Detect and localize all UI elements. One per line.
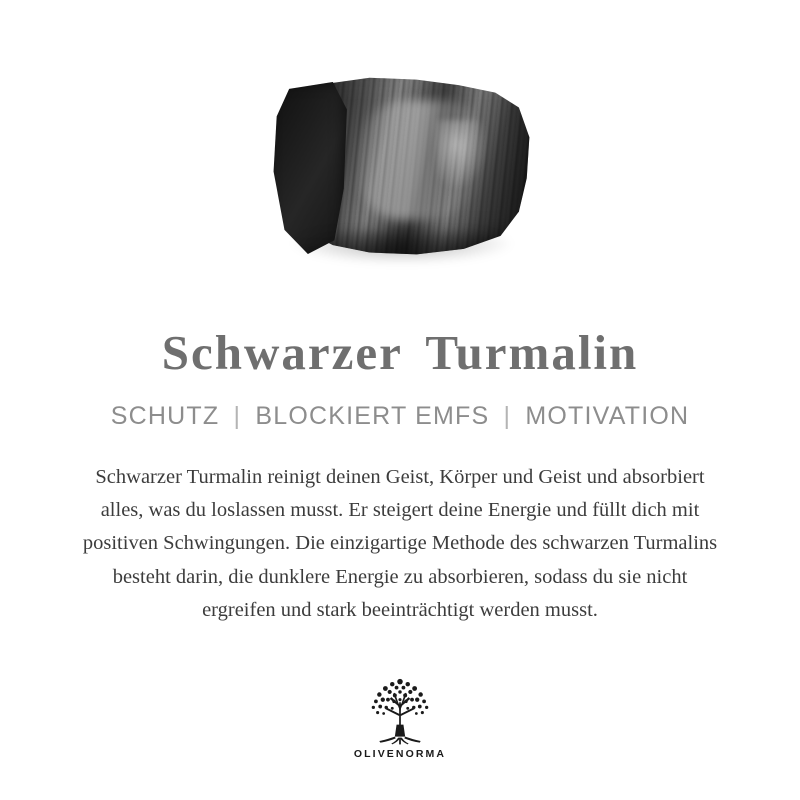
product-description: Schwarzer Turmalin reinigt deinen Geist, Körper und Geist und absorbiert alles, was du loslassen musst. Er steigert deine Energie und füllt dich mit positiven Schwingungen. Die einzigartige Methode des schwarzen Turmalins besteht darin, die dunklere Energie zu absorbieren, sodass du sie nicht ergreifen und stark beeinträchtigt werden musst. xyxy=(82,465,718,621)
attribute-separator-1: | xyxy=(233,401,242,430)
product-attributes xyxy=(111,402,689,431)
attribute-blocks-emfs: BLOCKIERT EMFS xyxy=(255,401,490,430)
brand-wordmark: OLIVENORMA xyxy=(353,748,447,761)
brand-logo xyxy=(354,673,446,760)
product-image-area xyxy=(0,0,800,320)
crystal-shadow xyxy=(292,230,512,264)
attribute-motivation: MOTIVATION xyxy=(525,401,690,430)
product-title: Schwarzer Turmalin xyxy=(161,325,639,380)
tree-of-life-icon xyxy=(357,673,443,747)
black-tourmaline-crystal-image xyxy=(240,60,560,270)
crystal-specular-highlight xyxy=(436,120,488,190)
attribute-separator-2: | xyxy=(503,401,512,430)
attribute-protection: SCHUTZ xyxy=(110,401,220,430)
